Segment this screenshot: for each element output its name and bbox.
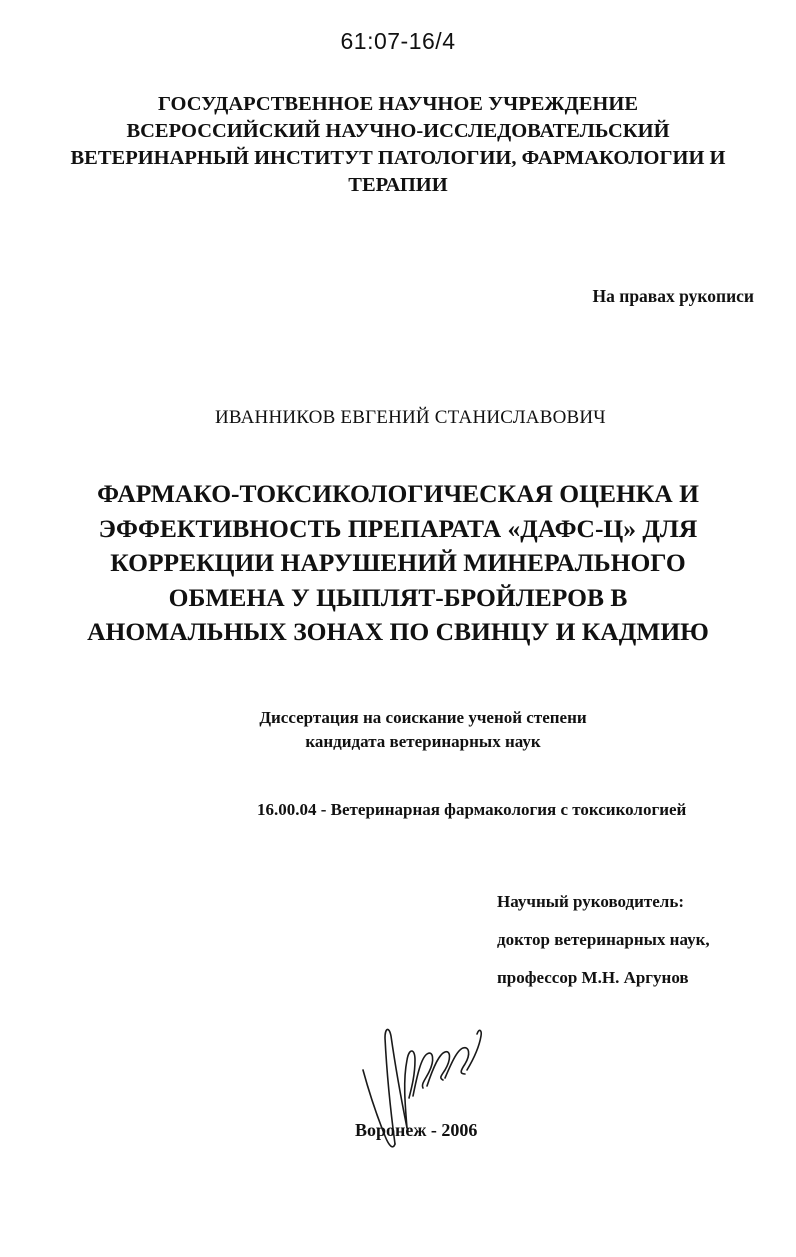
supervisor-block xyxy=(497,883,710,997)
title-line-4: ОБМЕНА У ЦЫПЛЯТ-БРОЙЛЕРОВ В xyxy=(168,582,628,612)
institution-line-3: ВЕТЕРИНАРНЫЙ ИНСТИТУТ ПАТОЛОГИИ, ФАРМАКОЛОГИИ И xyxy=(70,147,726,169)
dissertation-title xyxy=(0,477,796,650)
title-line-3: КОРРЕКЦИИ НАРУШЕНИЙ МИНЕРАЛЬНОГО xyxy=(110,548,686,577)
author-name: ИВАННИКОВ ЕВГЕНИЙ СТАНИСЛАВОВИЧ xyxy=(215,407,606,428)
title-line-5: АНОМАЛЬНЫХ ЗОНАХ ПО СВИНЦУ И КАДМИЮ xyxy=(87,617,709,646)
supervisor-line-2: доктор ветеринарных наук, xyxy=(497,930,710,949)
title-line-2: ЭФФЕКТИВНОСТЬ ПРЕПАРАТА «ДАФС-Ц» ДЛЯ xyxy=(98,513,698,543)
place-and-year: Воронеж - 2006 xyxy=(355,1120,478,1140)
supervisor-line-3: профессор М.Н. Аргунов xyxy=(497,968,689,987)
degree-line-2: кандидата ветеринарных наук xyxy=(305,732,541,751)
degree-statement xyxy=(160,706,686,754)
specialty-code: 16.00.04 - Ветеринарная фармакология с токсикологией xyxy=(257,800,687,819)
institution-line-2: ВСЕРОССИЙСКИЙ НАУЧНО-ИССЛЕДОВАТЕЛЬСКИЙ xyxy=(126,120,670,142)
supervisor-line-1: Научный руководитель: xyxy=(497,892,684,911)
institution-name xyxy=(0,91,796,199)
manuscript-rights: На правах рукописи xyxy=(592,286,754,306)
catalog-number: 61:07-16/4 xyxy=(340,28,456,54)
degree-line-1: Диссертация на соискание ученой степени xyxy=(259,708,587,727)
title-line-1: ФАРМАКО-ТОКСИКОЛОГИЧЕСКАЯ ОЦЕНКА И xyxy=(97,479,699,508)
institution-line-1: ГОСУДАРСТВЕННОЕ НАУЧНОЕ УЧРЕЖДЕНИЕ xyxy=(158,93,638,115)
institution-line-4: ТЕРАПИИ xyxy=(348,174,448,196)
